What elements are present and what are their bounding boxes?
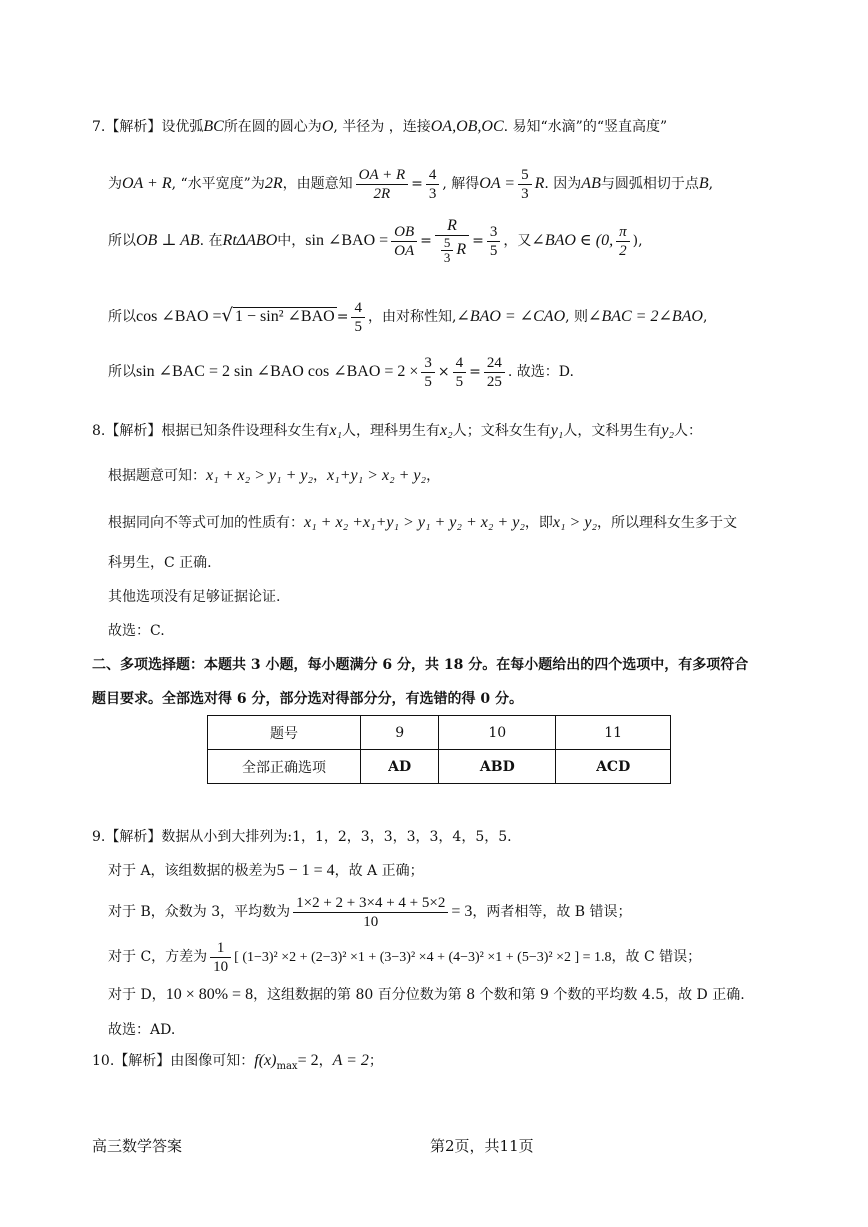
p9-line6: 故选：AD. <box>108 1022 176 1038</box>
text: 人： <box>674 423 703 439</box>
text: ，故 C 错误； <box>611 949 702 965</box>
math: 5 − 1 = 4 <box>276 862 335 879</box>
denominator: 25 <box>486 373 502 390</box>
table-row <box>208 716 671 750</box>
p9-line1: 9.【解析】数据从小到大排列为:1，1，2，3，3，3，3，4，5，5. <box>92 829 512 845</box>
p8-line4: 科男生，C 正确. <box>108 555 212 571</box>
text: . 在 <box>199 233 223 249</box>
math: 1 − sin² ∠BAO <box>235 308 335 325</box>
text: 中， <box>277 233 306 249</box>
math: sin ∠BAO = <box>305 232 389 249</box>
math: x₁ <box>329 422 343 439</box>
text: ， <box>318 1053 333 1069</box>
numerator: π <box>616 223 630 242</box>
math: x₁+y₁ > x₂ + y₂ <box>327 467 427 484</box>
equals: = <box>420 233 432 249</box>
fraction <box>351 299 365 336</box>
numerator: 24 <box>484 354 505 373</box>
fraction <box>391 223 417 260</box>
table-cell: 9 <box>361 716 439 750</box>
text: 所以 <box>108 364 136 380</box>
text: ， <box>426 468 441 484</box>
math: ∠BAO = ∠CAO <box>456 308 566 325</box>
p7-line5 <box>108 350 574 394</box>
table-cell: 11 <box>556 716 671 750</box>
times: × <box>437 364 450 380</box>
numerator: 5 <box>441 236 454 251</box>
text: , <box>708 176 714 192</box>
text: . 故选：D. <box>507 364 574 380</box>
text: 为 <box>108 176 122 192</box>
text: ，这组数据的第 80 百分位数为第 8 个数和第 9 个数的平均数 4.5，故 D 正确. <box>253 987 745 1003</box>
math: x₂ <box>440 422 453 439</box>
equals: = <box>411 176 423 192</box>
footer-page-number: 第2页，共11页 <box>430 1137 534 1155</box>
p9-line4 <box>108 935 701 980</box>
fraction <box>616 223 630 260</box>
numerator: 3 <box>421 354 435 373</box>
denominator: 5 <box>354 318 362 335</box>
text: ，由对称性知, <box>367 309 457 325</box>
math: y₂ <box>661 422 675 439</box>
math: x₁ + x₂ +x₁+y₁ > y₁ + y₂ + x₂ + y₂ <box>304 514 525 531</box>
p9-line2 <box>108 861 424 881</box>
table-cell: ACD <box>556 750 671 784</box>
text: ，两者相等，故 B 错误； <box>472 904 632 920</box>
text: 人；文科女生有 <box>452 423 551 439</box>
equals: = <box>472 233 484 249</box>
text: 8.【解析】根据已知条件设理科女生有 <box>92 423 330 439</box>
table-cell: 10 <box>439 716 556 750</box>
text: 10.【解析】由图像可知： <box>92 1053 255 1069</box>
p8-line6: 故选：C. <box>108 623 165 639</box>
fraction <box>441 236 454 265</box>
text: ； <box>368 1053 383 1069</box>
p7-line2 <box>108 161 713 207</box>
table-cell: AD <box>361 750 439 784</box>
text: 对于 B，众数为 3，平均数为 <box>108 904 291 920</box>
math: 10 × 80% = 8 <box>165 986 254 1003</box>
text: 人，文科男生有 <box>563 423 662 439</box>
math: [ (1−3)² ×2 + (2−3)² ×1 + (3−3)² ×4 + (4−3)² ×1 + (5−3)² ×2 ] = 1.8 <box>234 950 612 965</box>
math: = 3 <box>451 903 473 920</box>
text: ，即 <box>524 515 553 531</box>
text: 所在圆的圆心为 <box>223 119 322 135</box>
math: sin ∠BAC = 2 sin ∠BAO cos ∠BAO = 2 × <box>136 363 419 380</box>
section2-line1: 二、多项选择题：本题共 3 小题，每小题满分 6 分，共 18 分。在每小题给出的四个选项中，有多项符合 <box>92 657 749 673</box>
denominator: 3 <box>428 185 437 202</box>
denominator: 10 <box>363 913 379 930</box>
denominator: 5 <box>455 373 464 390</box>
text: , “水平宽度”为 <box>171 176 265 192</box>
text: ，又 <box>503 233 532 249</box>
equals: = <box>469 364 481 380</box>
text: 对于 A，该组数据的极差为 <box>108 863 277 879</box>
p7-line1 <box>92 117 667 137</box>
text: , <box>702 309 708 325</box>
math: RtΔABO <box>222 232 278 249</box>
table-cell: 全部正确选项 <box>208 750 361 784</box>
numerator: 4 <box>351 299 365 318</box>
denominator: 2R <box>373 185 391 202</box>
fraction <box>435 217 469 265</box>
denominator: 2 <box>619 242 627 259</box>
math: O <box>321 118 334 135</box>
denominator: 5 <box>424 373 432 390</box>
text: 根据同向不等式可加的性质有： <box>108 515 304 531</box>
p8-line2 <box>108 466 440 486</box>
fraction <box>487 223 501 260</box>
math: B <box>698 175 709 192</box>
fraction <box>293 894 448 931</box>
math: OA,OB,OC <box>430 118 504 135</box>
math: BC <box>203 118 224 135</box>
math: R <box>456 240 467 258</box>
p10-line1 <box>92 1051 383 1077</box>
numerator: OA + R <box>356 166 409 185</box>
equals: = <box>336 309 349 325</box>
math: R <box>534 175 545 192</box>
p7-line4 <box>108 294 707 339</box>
section2-line2: 题目要求。全部选对得 6 分，部分选对得部分分，有选错的得 0 分。 <box>92 691 523 707</box>
text: . 易知“水滴”的“竖直高度” <box>503 119 668 135</box>
table-row <box>208 750 671 784</box>
math: ∠BAC = 2∠BAO <box>588 308 703 325</box>
text: 根据题意可知： <box>108 468 206 484</box>
math: x₁ + x₂ > y₁ + y₂ <box>206 467 314 484</box>
math: = 2 <box>297 1052 319 1069</box>
text: . 因为 <box>544 176 582 192</box>
fraction <box>426 166 440 203</box>
numerator: 4 <box>426 166 440 185</box>
text: ，由题意知 <box>282 176 353 192</box>
text: 对于 D， <box>108 987 166 1003</box>
text: 所以 <box>108 309 136 325</box>
numerator: 5 <box>518 166 532 185</box>
fraction <box>518 166 532 203</box>
math: AB <box>581 175 601 192</box>
text: , 解得 <box>442 176 480 192</box>
text: ，故 A 正确； <box>334 863 424 879</box>
text: ), <box>632 233 643 249</box>
math: OB ⊥ AB <box>136 232 200 249</box>
denominator: OA <box>394 242 415 259</box>
math: ∠BAO ∈ (0, <box>531 232 614 249</box>
denominator: 10 <box>213 958 229 975</box>
table-cell: ABD <box>439 750 556 784</box>
p7-line3 <box>108 210 643 272</box>
text: , 半径为 ，连接 <box>333 119 431 135</box>
fraction <box>210 939 231 976</box>
fraction <box>484 354 505 391</box>
fraction <box>421 354 435 391</box>
math: A = 2 <box>332 1052 369 1069</box>
denominator: 3 <box>443 250 451 265</box>
math: OA = <box>479 175 516 192</box>
p8-line5: 其他选项没有足够证据论证. <box>108 589 281 605</box>
p9-line3 <box>108 890 632 934</box>
text: 人，理科男生有 <box>342 423 441 439</box>
text: , 则 <box>565 309 589 325</box>
denominator <box>435 236 469 265</box>
table-cell: 题号 <box>208 716 361 750</box>
text: 所以 <box>108 233 136 249</box>
fraction <box>453 354 467 391</box>
math: y₁ <box>550 422 564 439</box>
numerator: 1×2 + 2 + 3×4 + 4 + 5×2 <box>293 894 448 913</box>
text: ， <box>313 468 328 484</box>
p8-line3 <box>108 513 737 533</box>
p8-line1 <box>92 421 702 441</box>
numerator: 1 <box>210 939 231 958</box>
numerator: OB <box>391 223 417 242</box>
fraction <box>356 166 409 203</box>
math: x₁ > y₂ <box>552 514 598 531</box>
math: f(x) <box>254 1052 277 1069</box>
footer-left: 高三数学答案 <box>92 1137 183 1155</box>
math: cos ∠BAO = <box>136 308 222 325</box>
text: 与圆弧相切于点 <box>600 176 699 192</box>
p9-line5 <box>108 985 745 1005</box>
text: 对于 C，方差为 <box>108 949 208 965</box>
text: 7.【解析】设优弧 <box>92 119 204 135</box>
numerator: 4 <box>453 354 467 373</box>
denominator: 5 <box>489 242 498 259</box>
math: OA + R <box>122 175 172 192</box>
subscript: max <box>276 1060 298 1072</box>
denominator: 3 <box>521 185 529 202</box>
numerator: R <box>435 217 469 236</box>
text: ，所以理科女生多于文 <box>597 515 738 531</box>
answer-table <box>207 715 671 784</box>
math: 2R <box>264 175 283 192</box>
numerator: 3 <box>487 223 501 242</box>
sqrt-sign: √ <box>221 305 234 326</box>
